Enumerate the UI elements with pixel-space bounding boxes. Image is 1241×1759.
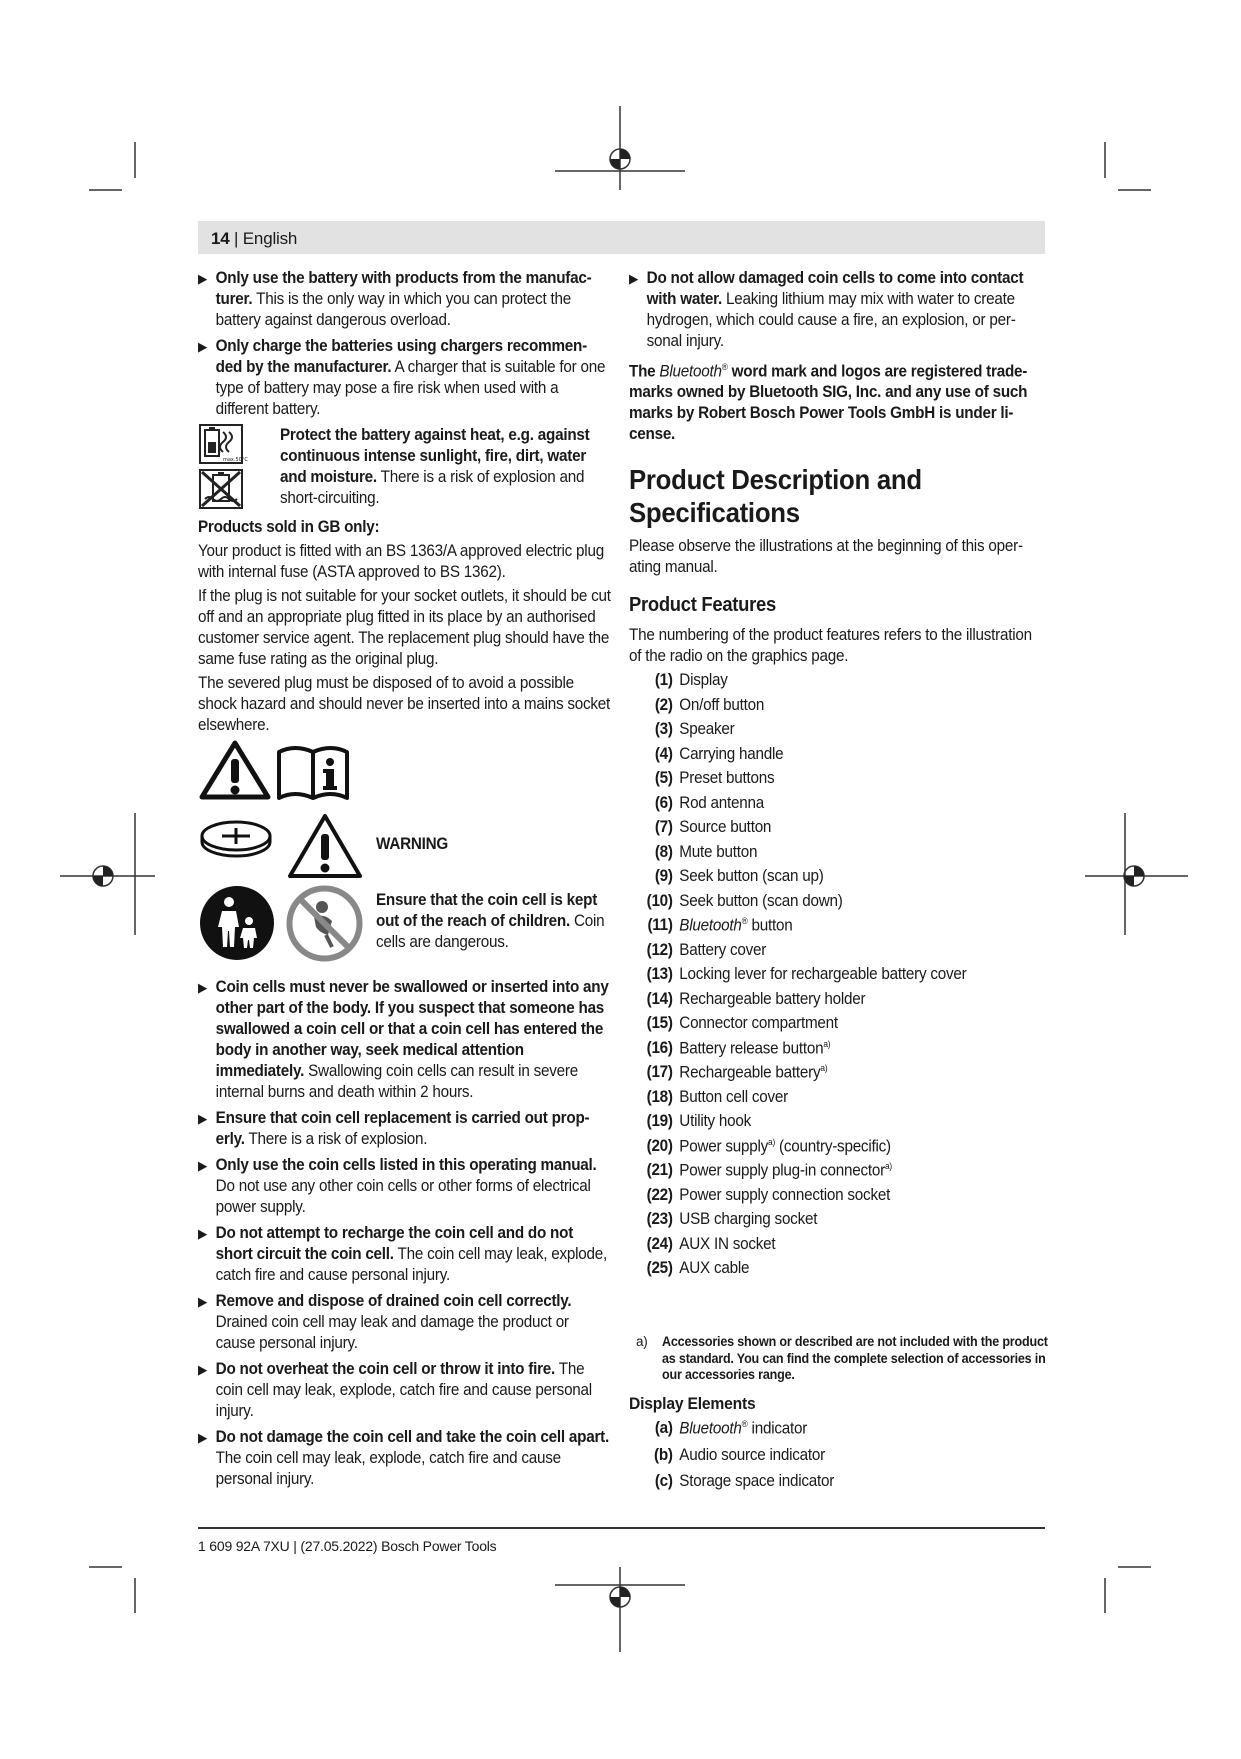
gb-paragraph: Your product is fitted with an BS 1363/A approved electric plug with internal fuse (ASTA approved to BS 1362). xyxy=(198,542,604,581)
protect-battery-notice xyxy=(280,425,596,509)
right-column-top xyxy=(629,268,1043,448)
list-item xyxy=(630,1112,1039,1137)
item-label-sup: ® xyxy=(741,916,748,926)
item-label-after: (country-specific) xyxy=(775,1136,891,1155)
bullet-item xyxy=(198,1155,609,1218)
children-text: Coin cells are dangerous. xyxy=(376,912,605,951)
bullet-arrow-icon: ▶ xyxy=(198,980,208,995)
item-footnote-ref: a) xyxy=(884,1161,892,1171)
list-item xyxy=(630,1186,1039,1211)
features-list xyxy=(630,671,1039,1284)
footer-text: 1 609 92A 7XU | (27.05.2022) Bosch Power Tools xyxy=(198,1538,497,1554)
list-item xyxy=(630,1259,1039,1284)
item-label-text: AUX cable xyxy=(679,1259,750,1277)
item-label xyxy=(679,1419,807,1438)
list-item xyxy=(630,1063,1039,1088)
left-column-top xyxy=(198,268,607,425)
bullet-item xyxy=(198,336,607,420)
item-label xyxy=(679,1039,830,1058)
bullet-item xyxy=(198,1223,609,1286)
item-label-text: Power supply xyxy=(679,1136,769,1155)
item-number: (24) xyxy=(646,1234,673,1253)
item-label-text: Speaker xyxy=(679,720,735,738)
item-label-text: Source button xyxy=(679,818,772,836)
bullet-bold: Only use the coin cells listed in this operating manual. xyxy=(215,1156,597,1174)
bullet-item xyxy=(198,1359,609,1422)
bullet-arrow-icon: ▶ xyxy=(198,339,208,354)
item-label xyxy=(679,794,764,813)
item-label-text: Seek button (scan up) xyxy=(679,867,824,885)
children-notice xyxy=(376,890,609,953)
page-number: 14 xyxy=(211,229,230,248)
page-header-band xyxy=(198,221,1045,254)
item-label-text: Battery cover xyxy=(679,940,767,959)
list-item xyxy=(630,1446,1039,1473)
item-label-text: Connector compartment xyxy=(679,1014,838,1032)
item-number: (4) xyxy=(654,744,673,763)
item-label xyxy=(679,1014,838,1033)
coin-cell-icon xyxy=(199,818,273,858)
item-number: (10) xyxy=(646,891,673,910)
item-label xyxy=(679,1137,891,1156)
item-label xyxy=(679,1446,825,1465)
bullet-text: There is a risk of explosion. xyxy=(244,1130,428,1148)
list-item xyxy=(630,1039,1039,1064)
item-number: (14) xyxy=(646,989,673,1008)
trademark-post: word mark and logos are registered trademarks owned by Bluetooth SIG, Inc. and any use of such marks by Robert Bosch Power Tools GmbH is under license. xyxy=(629,362,1028,444)
list-item xyxy=(630,843,1039,868)
item-label xyxy=(679,941,766,960)
coin-cell-bullets xyxy=(198,977,609,1495)
item-label xyxy=(679,1112,751,1131)
item-footnote-ref: a) xyxy=(820,1063,828,1073)
list-item xyxy=(630,720,1039,745)
item-label xyxy=(679,696,764,715)
bullet-bold: Coin cells must never be swallowed or inserted into any other part of the body. If you suspect that someone has swallowed a coin cell or that a coin cell has entered the body in another way, seek medical attention immediately. xyxy=(215,978,609,1080)
item-label-text: Carrying handle xyxy=(679,744,784,763)
item-number: (c) xyxy=(654,1472,673,1490)
item-footnote-ref: a) xyxy=(823,1038,831,1049)
item-number: (23) xyxy=(646,1210,673,1228)
item-label xyxy=(679,1088,788,1107)
item-label xyxy=(679,867,823,886)
list-item xyxy=(630,892,1039,917)
item-label xyxy=(679,965,966,984)
item-label-italic: Bluetooth xyxy=(679,1419,742,1438)
bullet-item xyxy=(198,977,609,1103)
gb-section xyxy=(198,517,612,739)
bullet-arrow-icon: ▶ xyxy=(629,271,639,286)
header-language: English xyxy=(242,229,298,248)
list-item xyxy=(630,1419,1039,1446)
bullet-bold: Do not overheat the coin cell or throw it into fire. xyxy=(215,1360,556,1378)
item-label-text: Audio source indicator xyxy=(679,1445,826,1464)
trademark-notice xyxy=(629,357,1043,445)
item-label-text: Locking lever for rechargeable battery cover xyxy=(679,965,967,983)
gb-heading: Products sold in GB only: xyxy=(198,518,380,536)
bullet-text: The coin cell may leak, explode, catch fire and cause personal injury. xyxy=(215,1360,592,1420)
page-header xyxy=(211,229,297,249)
section-title-line2: Specifications xyxy=(629,497,800,528)
list-item xyxy=(630,990,1039,1015)
battery-water-icon xyxy=(199,469,243,509)
footnote-text: Accessories shown or described are not included with the product as standard. You can find the complete selection of accessories in our accessories range. xyxy=(662,1334,1048,1382)
item-number: (3) xyxy=(654,720,673,738)
bullet-item xyxy=(198,1427,609,1490)
bullet-text: The coin cell may leak, explode, catch fire and cause personal injury. xyxy=(215,1245,608,1284)
bullet-text: Drained coin cell may leak and damage the product or cause personal injury. xyxy=(215,1313,569,1352)
keep-away-children-icon xyxy=(199,885,275,961)
bullet-bold: Do not allow damaged coin cells to come into contact with water. xyxy=(646,269,1024,308)
list-item xyxy=(630,941,1039,966)
item-label xyxy=(679,818,771,837)
display-heading: Display Elements xyxy=(629,1394,756,1413)
item-number: (22) xyxy=(646,1185,673,1204)
bullet-text: Do not use any other coin cells or other forms of electrical power supply. xyxy=(215,1177,591,1216)
item-label xyxy=(679,892,842,911)
features-heading: Product Features xyxy=(629,594,776,616)
item-label xyxy=(679,843,757,862)
item-label xyxy=(679,1235,775,1254)
list-item xyxy=(630,671,1039,696)
item-label xyxy=(679,1161,892,1180)
item-number: (19) xyxy=(646,1112,673,1130)
read-manual-icon xyxy=(275,742,351,800)
bullet-text: A charger that is suitable for one type of battery may pose a fire risk when used with a different battery. xyxy=(215,358,606,418)
item-label-text: Power supply connection socket xyxy=(679,1185,891,1204)
warning-triangle-icon xyxy=(199,739,271,801)
item-label xyxy=(679,745,783,764)
item-label-text: Rod antenna xyxy=(679,793,765,812)
item-label-text: Utility hook xyxy=(679,1112,752,1130)
list-item xyxy=(630,1137,1039,1162)
item-number: (11) xyxy=(647,916,673,934)
battery-icon-caption: max.50°C xyxy=(223,457,248,463)
bullet-item xyxy=(198,268,607,331)
list-item xyxy=(630,1472,1039,1499)
item-label-text: Power supply plug-in connector xyxy=(679,1161,885,1180)
item-label-text: Rechargeable battery holder xyxy=(679,989,866,1008)
list-item xyxy=(630,745,1039,770)
bullet-bold: Remove and dispose of drained coin cell correctly. xyxy=(215,1292,572,1310)
bullet-item xyxy=(198,1291,609,1354)
section-title-line1: Product Description and xyxy=(629,464,922,495)
item-number: (b) xyxy=(654,1445,673,1464)
section-title xyxy=(629,463,1015,529)
trademark-pre: The xyxy=(629,362,660,381)
bullet-item xyxy=(198,1108,609,1150)
list-item xyxy=(630,867,1039,892)
bullet-bold: Only use the battery with products from the manufacturer. xyxy=(215,269,592,308)
item-label xyxy=(679,1063,827,1082)
item-label-text: Seek button (scan down) xyxy=(679,891,843,910)
bullet-item xyxy=(629,268,1043,352)
item-number: (12) xyxy=(646,940,673,959)
list-item xyxy=(630,965,1039,990)
item-number: (25) xyxy=(646,1259,673,1277)
item-number: (21) xyxy=(646,1161,673,1179)
item-number: (5) xyxy=(654,769,673,787)
item-number: (6) xyxy=(654,793,673,812)
bullet-bold: Ensure that coin cell replacement is carried out properly. xyxy=(215,1109,590,1148)
item-label-sup: ® xyxy=(741,1419,748,1429)
bullet-arrow-icon: ▶ xyxy=(198,1226,208,1241)
warning-triangle-icon xyxy=(287,812,363,880)
item-label-text: button xyxy=(747,916,793,935)
item-number: (20) xyxy=(646,1136,673,1155)
item-label-text: indicator xyxy=(747,1419,808,1438)
item-number: (18) xyxy=(646,1087,673,1106)
bullet-arrow-icon: ▶ xyxy=(198,1294,208,1309)
item-number: (2) xyxy=(654,695,673,714)
item-number: (8) xyxy=(654,842,673,861)
item-label-text: Storage space indicator xyxy=(679,1472,835,1490)
list-item xyxy=(630,1235,1039,1260)
item-label xyxy=(679,990,865,1009)
bullet-text: This is the only way in which you can protect the battery against dangerous overload. xyxy=(215,290,571,329)
list-item xyxy=(630,818,1039,843)
item-number: (16) xyxy=(646,1038,673,1057)
item-number: (9) xyxy=(654,867,673,885)
features-intro: The numbering of the product features refers to the illustration of the radio on the graphics page. xyxy=(629,626,1032,665)
item-number: (15) xyxy=(646,1014,673,1032)
gb-paragraph: If the plug is not suitable for your socket outlets, it should be cut off and an appropriate plug fitted in its place by an authorised customer service agent. The replacement plug should have the same fuse rating as the original plug. xyxy=(198,587,611,668)
item-label-text: Battery release button xyxy=(679,1038,824,1057)
list-item xyxy=(630,769,1039,794)
gb-paragraph: The severed plug must be disposed of to avoid a possible shock hazard and should never be inserted into a mains socket elsewhere. xyxy=(198,674,611,734)
item-label-text: USB charging socket xyxy=(679,1210,818,1228)
item-number: (1) xyxy=(654,671,673,689)
item-number: (17) xyxy=(646,1063,673,1081)
item-label xyxy=(679,1186,890,1205)
trademark-bluetooth: Bluetooth xyxy=(659,362,722,381)
item-label xyxy=(679,1472,834,1491)
display-elements-list xyxy=(630,1419,1039,1499)
item-label-text: Preset buttons xyxy=(679,769,775,787)
header-separator: | xyxy=(234,229,239,248)
bullet-text: Leaking lithium may mix with water to create hydrogen, which could cause a fire, an explosion, or personal injury. xyxy=(646,290,1016,350)
bullet-arrow-icon: ▶ xyxy=(198,1430,208,1445)
item-label xyxy=(679,1259,749,1278)
protect-bold: Protect the battery against heat, e.g. against continuous intense sunlight, fire, dirt, water and moisture. xyxy=(280,426,590,486)
warning-label: WARNING xyxy=(376,835,449,853)
children-bold: Ensure that the coin cell is kept out of the reach of children. xyxy=(376,891,598,930)
bullet-text: The coin cell may leak, explode, catch fire and cause personal injury. xyxy=(215,1449,561,1488)
item-number: (7) xyxy=(654,818,673,836)
item-label-italic: Bluetooth xyxy=(679,916,742,935)
bullet-arrow-icon: ▶ xyxy=(198,271,208,286)
list-item xyxy=(630,696,1039,721)
item-label xyxy=(679,671,727,690)
item-label xyxy=(679,720,734,739)
list-item xyxy=(630,1088,1039,1113)
footer-rule xyxy=(198,1527,1045,1529)
list-item xyxy=(630,1161,1039,1186)
footnote-marker: a) xyxy=(636,1334,648,1349)
bullet-bold: Only charge the batteries using chargers recommended by the manufacturer. xyxy=(215,337,588,376)
list-item xyxy=(630,1210,1039,1235)
item-label-text: On/off button xyxy=(679,695,765,714)
bullet-bold: Do not damage the coin cell and take the coin cell apart. xyxy=(215,1428,610,1446)
item-label-text: AUX IN socket xyxy=(679,1234,776,1253)
item-label-text: Button cell cover xyxy=(679,1087,789,1106)
bullet-bold: Do not attempt to recharge the coin cell and do not short circuit the coin cell. xyxy=(215,1224,574,1263)
item-footnote-ref: a) xyxy=(768,1136,776,1147)
bullet-arrow-icon: ▶ xyxy=(198,1158,208,1173)
no-swallow-icon xyxy=(286,885,363,962)
list-item xyxy=(630,794,1039,819)
bullet-text: Swallowing coin cells can result in severe internal burns and death within 2 hours. xyxy=(215,1062,578,1101)
list-item xyxy=(630,1014,1039,1039)
item-number: (13) xyxy=(646,965,673,983)
item-label xyxy=(679,1210,817,1229)
footnote xyxy=(636,1334,1048,1384)
item-label-text: Display xyxy=(679,671,728,689)
item-number: (a) xyxy=(654,1419,673,1437)
bullet-arrow-icon: ▶ xyxy=(198,1362,208,1377)
protect-text: There is a risk of explosion and short-circuiting. xyxy=(280,468,585,507)
bullet-arrow-icon: ▶ xyxy=(198,1111,208,1126)
list-item xyxy=(630,916,1039,941)
item-label xyxy=(679,769,774,788)
section-intro: Please observe the illustrations at the beginning of this operating manual. xyxy=(629,537,1024,576)
item-label xyxy=(679,916,792,935)
item-label-text: Mute button xyxy=(679,842,758,861)
battery-heat-icon xyxy=(199,424,248,464)
trademark-reg-mark: ® xyxy=(721,362,728,372)
item-label-text: Rechargeable battery xyxy=(679,1063,821,1082)
